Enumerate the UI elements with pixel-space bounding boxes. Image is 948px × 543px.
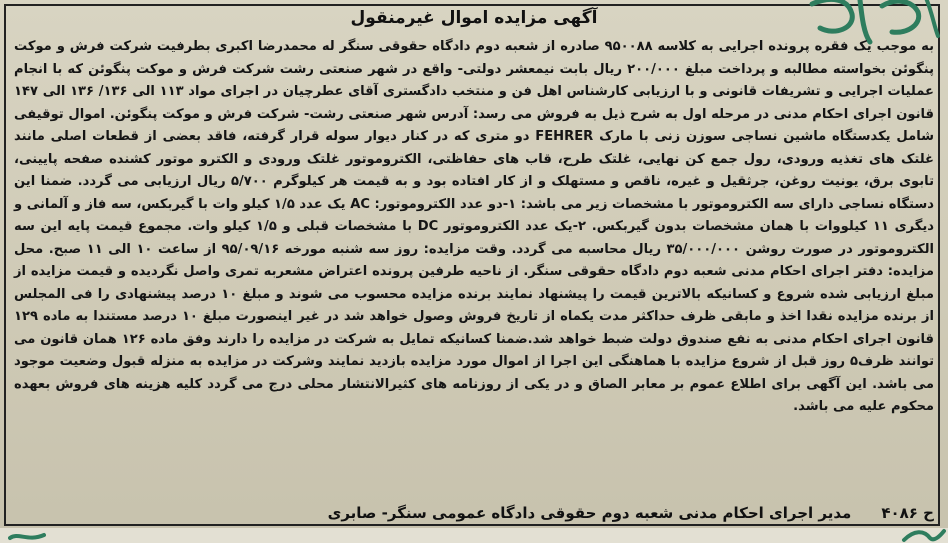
notice-signature: مدیر اجرای احکام مدنی شعبه دوم حقوقی دادگاه عمومی سنگر- صابری — [327, 504, 852, 522]
notice-body: به موجب یک فقره پرونده اجرایی به کلاسه ۹۵۰۰۸۸ صادره از شعبه دوم دادگاه حقوقی سنگر له محمدرضا اکبری بطرفیت شرکت فرش و موکت پنگوئن بخواسته مطالبه و پرداخت مبلغ ۲۰۰/۰۰۰ ریال بابت نیمعشر دولتی- واقع در شهر صنعتی رشت شرکت فرش و موکت پنگوئن که با انجام عملیات اجرایی و تشریفات قانونی و با ارزیابی کارشناس اهل فن و منتخب دادگستری آقای عطرچیان در اجرای مواد ۱۱۳ الی ۱۳۶/ ۱۳۶ الی ۱۴۷ قانون اجرای احکام مدنی در مرحله اول به شرح ذیل به فروش می رسد: آدرس شهر صنعتی رشت- شرکت فرش و موکت پنگوئن. اموال توقیفی شامل یکدستگاه ماشین نساجی سوزن زنی با مارک FEHRER دو متری که در کنار دیوار سوله قرار گرفته، فاقد بعضی از قطعات اصلی مانند غلتک های تغذیه ورودی، رول جمع کن نهایی، غلتک طرح، قاب های حفاظتی، الکتروموتور غلتک ورودی و الکترو موتور کشنده صفحه پایینی، تابوی برق، یونیت روغن، جرثقیل و غیره، ناقص و مستهلک و از کار افتاده بود و به قیمت هر کیلوگرم ۵/۷۰۰ ریال ارزیابی می گردد. ضمنا این دستگاه نساجی دارای سه الکتروموتور با مشخصات زیر می باشد: ۱-دو عدد الکتروموتور: AC یک عدد ۱/۵ کیلو وات با گیربکس، سه فاز و آلمانی و دیگری ۱۱ کیلووات با همان مشخصات بدون گیربکس. ۲-یک عدد الکتروموتور DC با مشخصات قبلی و ۱/۵ کیلو وات. مجموع قیمت پایه این سه الکتروموتور در صورت روشن ۳۵/۰۰۰/۰۰۰ ریال محاسبه می گردد. وقت مزایده: روز سه شنبه مورخه ۹۵/۰۹/۱۶ از ساعت ۱۰ الی ۱۱ صبح. محل مزایده: دفتر اجرای احکام مدنی شعبه دوم دادگاه حقوقی سنگر. از ناحیه طرفین پرونده اعتراض مشعربه تمری واصل نگردیده و قیمت مزایده از مبلغ ارزیابی شده شروع و کسانیکه بالاترین قیمت را پیشنهاد نمایند برنده مزایده محسوب می شوند و مبلغ ۱۰ درصد پیشنهادی را فی المجلس از برنده مزایده نقدا اخذ و مابقی ظرف حداکثر مدت یکماه از تاریخ فروش وصول خواهد شد در غیر اینصورت مبلغ ۱۰ درصد مستندا به ماده ۱۲۹ قانون اجرای احکام مدنی به نفع صندوق دولت ضبط خواهد شد.ضمنا کسانیکه تمایل به شرکت در مزایده را دارند وفق ماده ۱۲۶ همان قانون می توانند ظرف۵ روز قبل از شروع مزایده با هماهنگی این اجرا از اموال مورد مزایده بازدید نمایند وشرکت در مزایده به منزله قبول وضعیت موجود می باشد. این آگهی برای اطلاع عموم بر معابر الصاق و در یکی از روزنامه های کثیرالانتشار محلی درج می گردد کلیه هزینه های فروش بعهده محکوم علیه می باشد. — [14, 39, 935, 414]
notice-code: ح ۴۰۸۶ — [881, 504, 934, 522]
notice-title: آگهی مزایده اموال غیرمنقول — [350, 8, 598, 28]
ink-smudge-icon — [8, 530, 46, 543]
next-clipping-edge — [0, 528, 948, 543]
handwritten-corner-mark-icon — [900, 528, 946, 543]
notice-footer — [14, 504, 934, 522]
